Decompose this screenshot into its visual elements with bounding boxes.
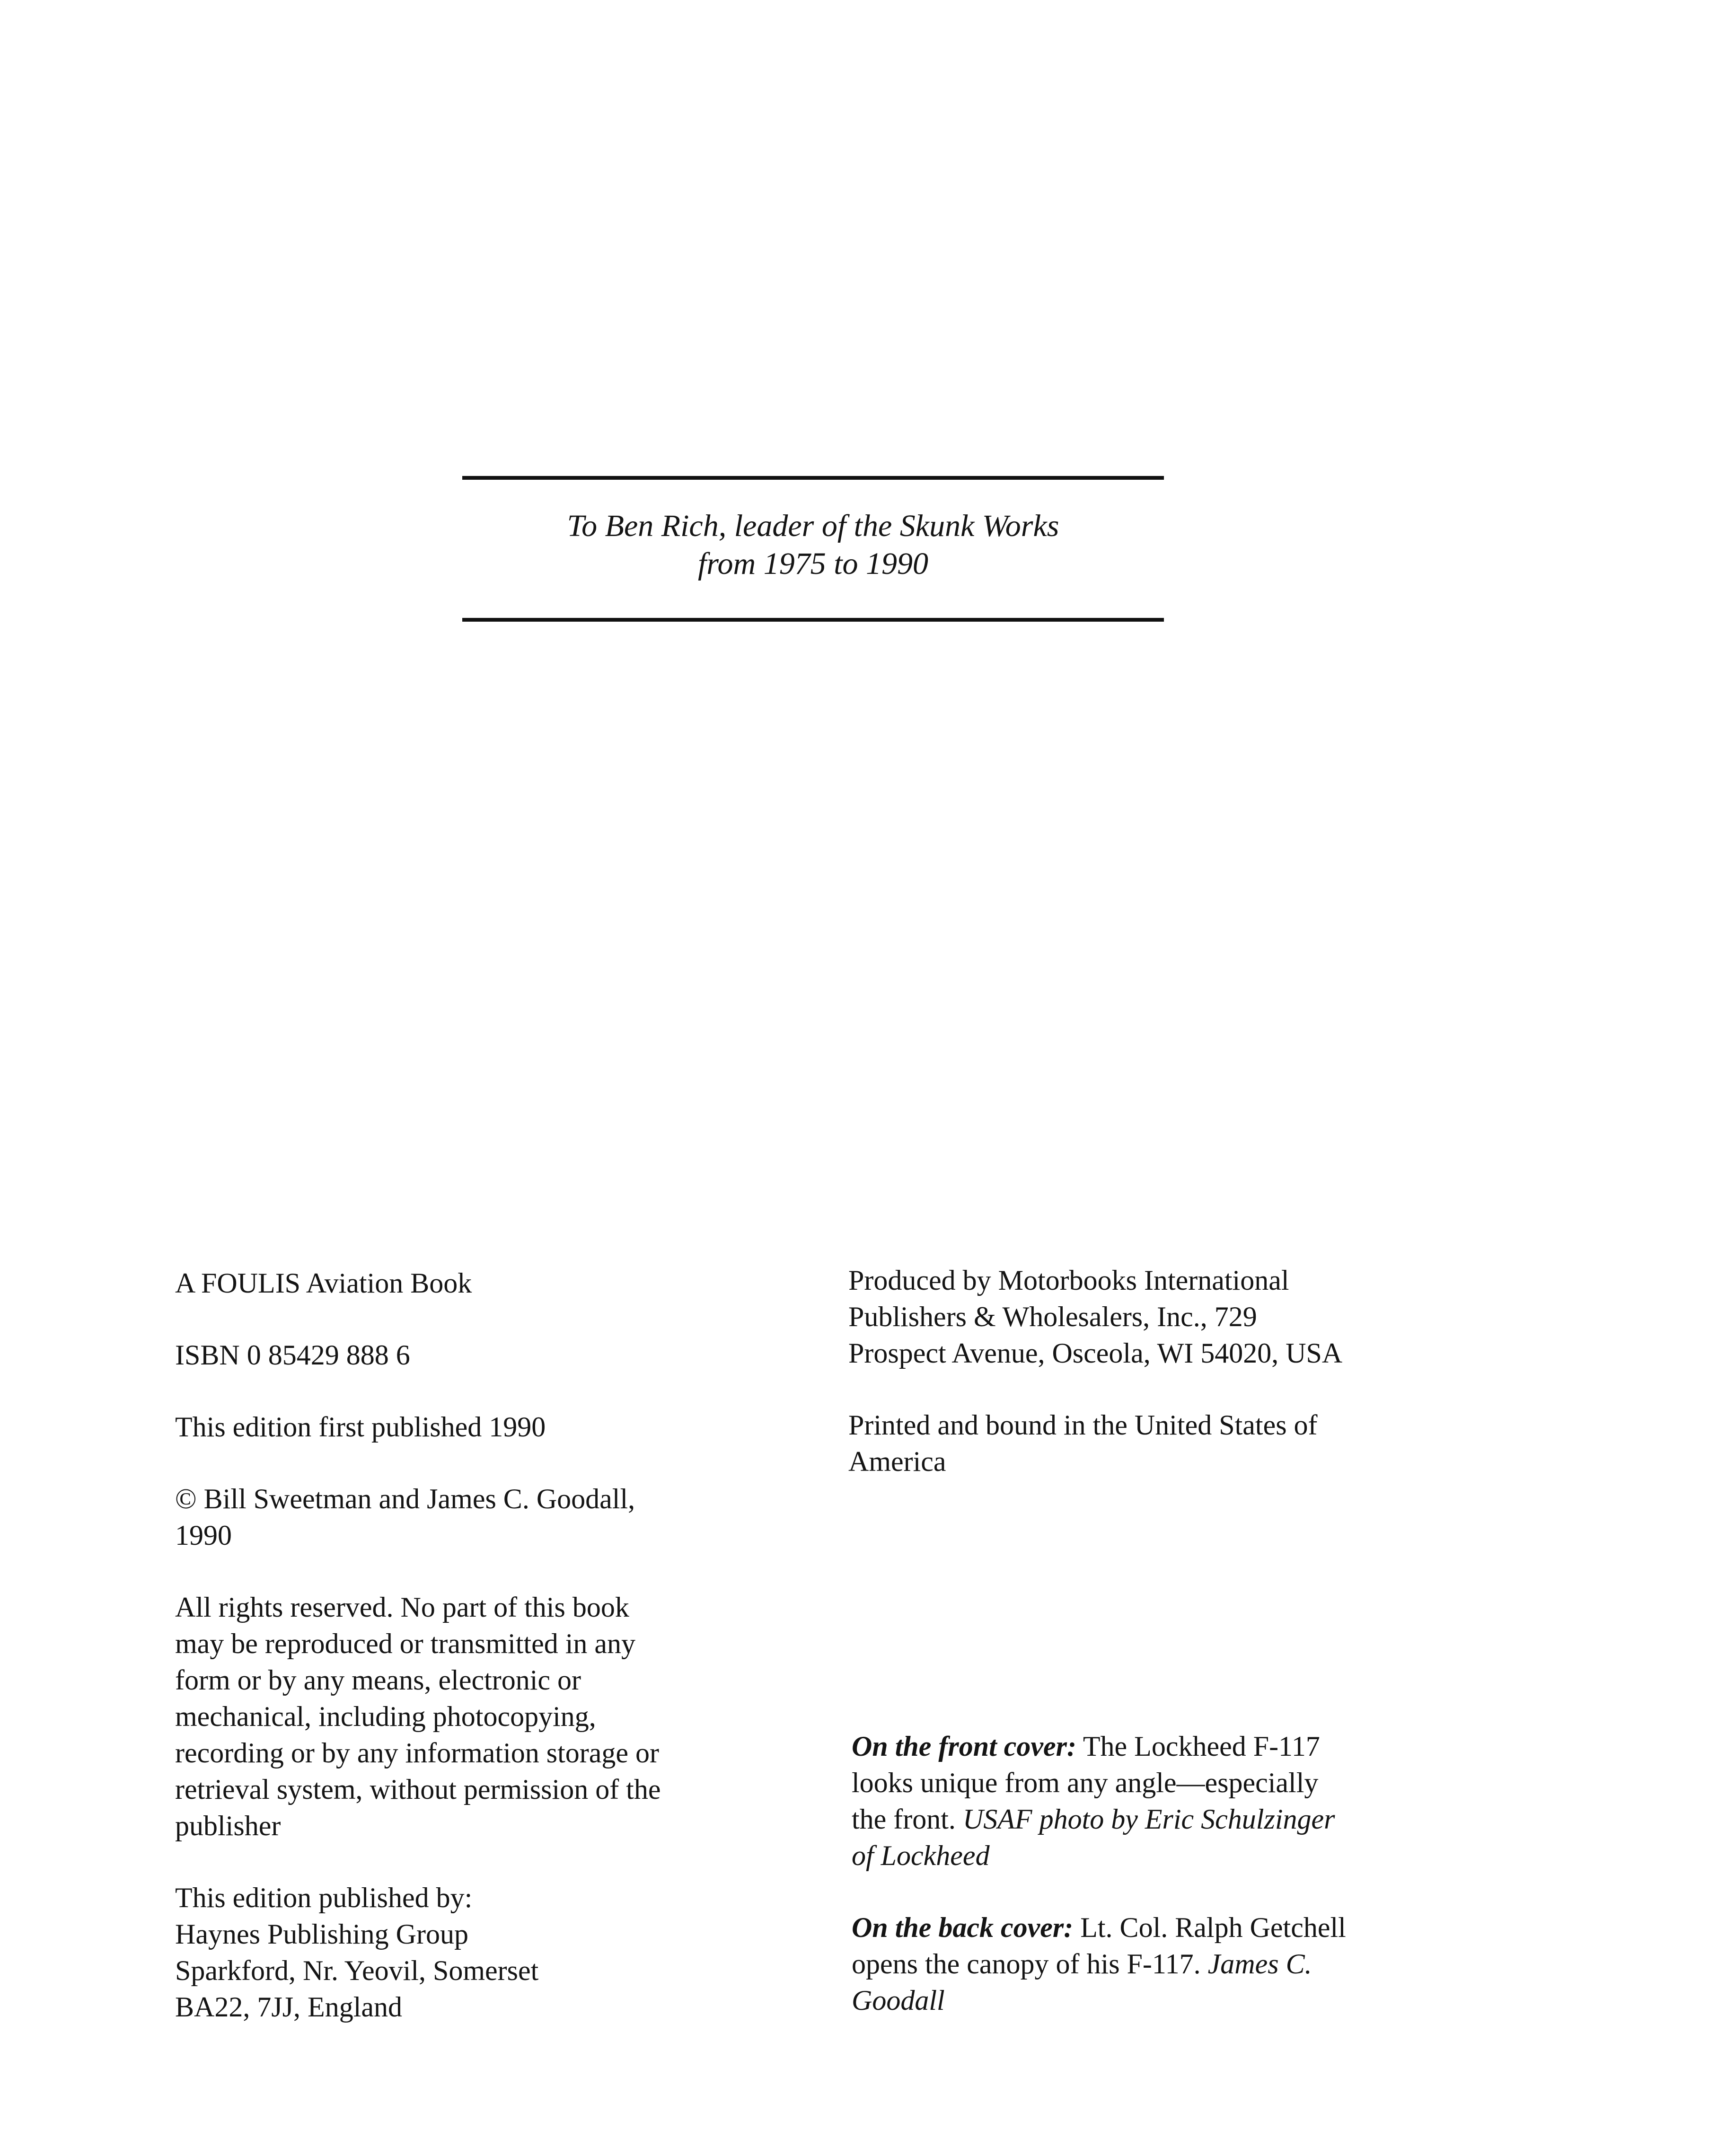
produced-line: Produced by Motorbooks International — [848, 1265, 1289, 1296]
front-cover-credit: of Lockheed — [852, 1840, 990, 1871]
printed-line: America — [848, 1446, 946, 1477]
front-cover-text: The Lockheed F-117 — [1076, 1731, 1320, 1762]
front-cover-label: On the front cover: — [852, 1731, 1076, 1762]
edition-line: This edition first published 1990 — [175, 1411, 546, 1443]
publisher-line: Haynes Publishing Group — [175, 1918, 468, 1950]
back-cover-credit: James C. — [1207, 1948, 1312, 1980]
back-cover-credit: Goodall — [852, 1985, 945, 2016]
back-cover-label: On the back cover: — [852, 1912, 1074, 1943]
rights-line: All rights reserved. No part of this book — [175, 1592, 629, 1623]
produced-line: Publishers & Wholesalers, Inc., 729 — [848, 1301, 1257, 1332]
dedication-line: from 1975 to 1990 — [697, 546, 929, 581]
back-cover-caption-line — [852, 1946, 1538, 1982]
rights-line: recording or by any information storage or — [175, 1737, 660, 1769]
copyright-year: 1990 — [175, 1520, 232, 1551]
front-cover-caption-line — [852, 1801, 1538, 1838]
dedication-rule-bottom — [462, 618, 1164, 622]
produced-line: Prospect Avenue, Osceola, WI 54020, USA — [848, 1338, 1343, 1369]
isbn-line: ISBN 0 85429 888 6 — [175, 1339, 410, 1371]
back-cover-caption — [852, 1910, 1538, 1946]
publisher-line: Sparkford, Nr. Yeovil, Somerset — [175, 1955, 539, 1986]
front-cover-credit: USAF photo by Eric Schulzinger — [962, 1804, 1335, 1835]
right-column-top — [848, 1262, 1534, 1480]
publisher-line: BA22, 7JJ, England — [175, 1991, 402, 2023]
back-cover-text: opens the canopy of his F-117. — [852, 1948, 1208, 1980]
publisher-line: This edition published by: — [175, 1882, 473, 1913]
series-line: A FOULIS Aviation Book — [175, 1267, 472, 1299]
copyright-line: © Bill Sweetman and James C. Goodall, — [175, 1483, 635, 1514]
dedication-line: To Ben Rich, leader of the Skunk Works — [567, 509, 1059, 543]
back-cover-text: Lt. Col. Ralph Getchell — [1073, 1912, 1346, 1943]
front-cover-text: looks unique from any angle—especially — [852, 1767, 1319, 1798]
front-cover-caption — [852, 1728, 1538, 1765]
dedication — [462, 507, 1164, 583]
dedication-rule-top — [462, 476, 1164, 480]
front-cover-text: the front. — [852, 1804, 963, 1835]
rights-line: publisher — [175, 1810, 281, 1841]
left-column — [175, 1265, 804, 2025]
right-column-bottom — [852, 1728, 1538, 2019]
rights-line: mechanical, including photocopying, — [175, 1701, 596, 1732]
rights-line: retrieval system, without permission of the — [175, 1774, 661, 1805]
rights-line: may be reproduced or transmitted in any — [175, 1628, 636, 1659]
printed-line: Printed and bound in the United States of — [848, 1409, 1318, 1441]
rights-line: form or by any means, electronic or — [175, 1664, 581, 1696]
